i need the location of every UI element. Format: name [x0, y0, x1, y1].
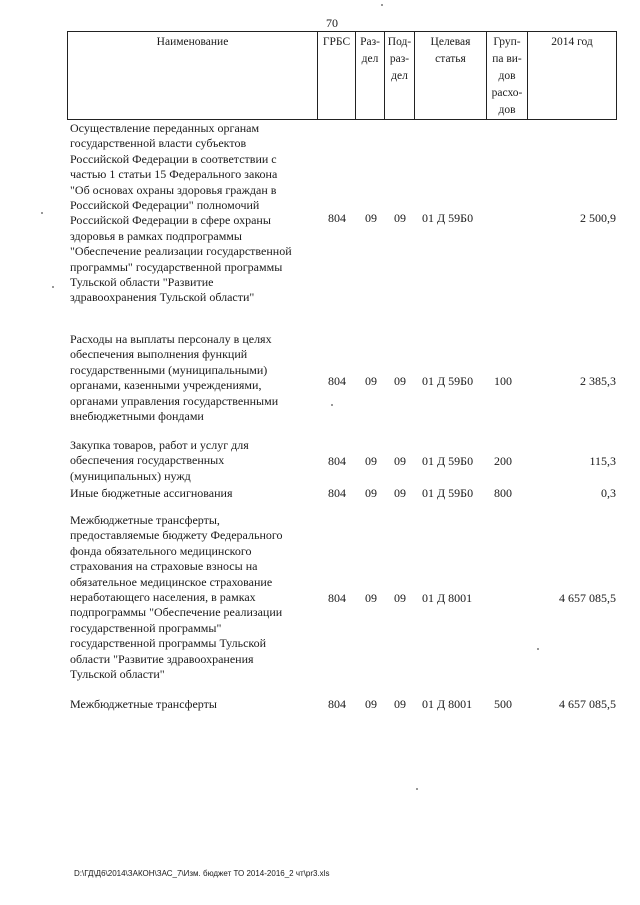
scan-speck	[41, 212, 43, 214]
table-header	[67, 31, 617, 120]
razdel-cell: 09	[365, 591, 377, 605]
scan-speck	[381, 4, 383, 6]
amount-cell: 4 657 085,5	[559, 591, 616, 605]
table-row	[70, 513, 616, 688]
row-name: Межбюджетные трансферты	[70, 697, 217, 711]
scan-speck	[537, 648, 539, 650]
header-group: Груп- па ви- дов расхо- дов	[487, 32, 528, 120]
amount-cell: 115,3	[589, 454, 616, 468]
target-cell: 01 Д 8001	[422, 697, 473, 711]
amount-cell: 0,3	[601, 486, 616, 500]
group-cell: 200	[494, 454, 512, 468]
grbs-cell: 804	[328, 591, 346, 605]
row-name: Осуществление переданных органам государственной власти субъектов Российской Федерации в соответствии с частью 1 статьи 15 Федерального закона "Об основах охраны здоровья граждан в Российской Федерации" полномочий Российской Федерации в сфере охраны здоровья в рамках подпрограммы "Обеспечение реализации государственной программы" государственной программы Тульской области "Развитие здравоохранения Тульской области"	[70, 121, 292, 305]
podrazdel-cell: 09	[394, 591, 406, 605]
target-cell: 01 Д 8001	[422, 591, 473, 605]
page-number: 70	[326, 16, 338, 30]
header-grbs: ГРБС	[318, 32, 356, 120]
razdel-cell: 09	[365, 486, 377, 500]
row-name: Иные бюджетные ассигнования	[70, 486, 233, 500]
table-row	[70, 486, 616, 502]
grbs-cell: 804	[328, 697, 346, 711]
scan-speck	[331, 404, 333, 406]
table-row	[70, 697, 616, 713]
header-year: 2014 год	[528, 32, 617, 120]
group-cell: 800	[494, 486, 512, 500]
podrazdel-cell: 09	[394, 454, 406, 468]
scan-speck	[416, 788, 418, 790]
amount-cell: 4 657 085,5	[559, 697, 616, 711]
podrazdel-cell: 09	[394, 374, 406, 388]
table-row	[70, 438, 616, 486]
header-name: Наименование	[68, 32, 318, 120]
podrazdel-cell: 09	[394, 211, 406, 225]
target-cell: 01 Д 59Б0	[422, 454, 474, 468]
grbs-cell: 804	[328, 486, 346, 500]
target-cell: 01 Д 59Б0	[422, 211, 474, 225]
amount-cell: 2 500,9	[580, 211, 616, 225]
podrazdel-cell: 09	[394, 486, 406, 500]
razdel-cell: 09	[365, 697, 377, 711]
razdel-cell: 09	[365, 211, 377, 225]
podrazdel-cell: 09	[394, 697, 406, 711]
amount-cell: 2 385,3	[580, 374, 616, 388]
grbs-cell: 804	[328, 454, 346, 468]
table-row	[70, 121, 616, 311]
target-cell: 01 Д 59Б0	[422, 374, 474, 388]
razdel-cell: 09	[365, 454, 377, 468]
grbs-cell: 804	[328, 374, 346, 388]
grbs-cell: 804	[328, 211, 346, 225]
razdel-cell: 09	[365, 374, 377, 388]
header-podrazdel: Под- раз- дел	[385, 32, 415, 120]
group-cell: 500	[494, 697, 512, 711]
table-row	[70, 332, 616, 427]
row-name: Закупка товаров, работ и услуг для обеспечения государственных (муниципальных) нужд	[70, 438, 249, 483]
file-path-footer: D:\ГД\Д6\2014\ЗАКОН\ЗАС_7\Изм. бюджет ТО 2014-2016_2 чт\pr3.xls	[74, 869, 330, 878]
scan-speck	[52, 286, 54, 288]
row-name: Расходы на выплаты персоналу в целях обеспечения выполнения функций государственными (муниципальными) органами, казенными учреждениями, органами управления государственными внебюджетными фондами	[70, 332, 279, 424]
header-target: Целевая статья	[415, 32, 487, 120]
group-cell: 100	[494, 374, 512, 388]
header-razdel: Раз- дел	[356, 32, 385, 120]
target-cell: 01 Д 59Б0	[422, 486, 474, 500]
row-name: Межбюджетные трансферты, предоставляемые бюджету Федерального фонда обязательного медицинского страхования на страховые взносы на обязательное медицинское страхование неработающего населения, в рамках подпрограммы "Обеспечение реализации государственной программы" государственной программы Тульской области "Развитие здравоохранения Тульской области"	[70, 513, 283, 682]
